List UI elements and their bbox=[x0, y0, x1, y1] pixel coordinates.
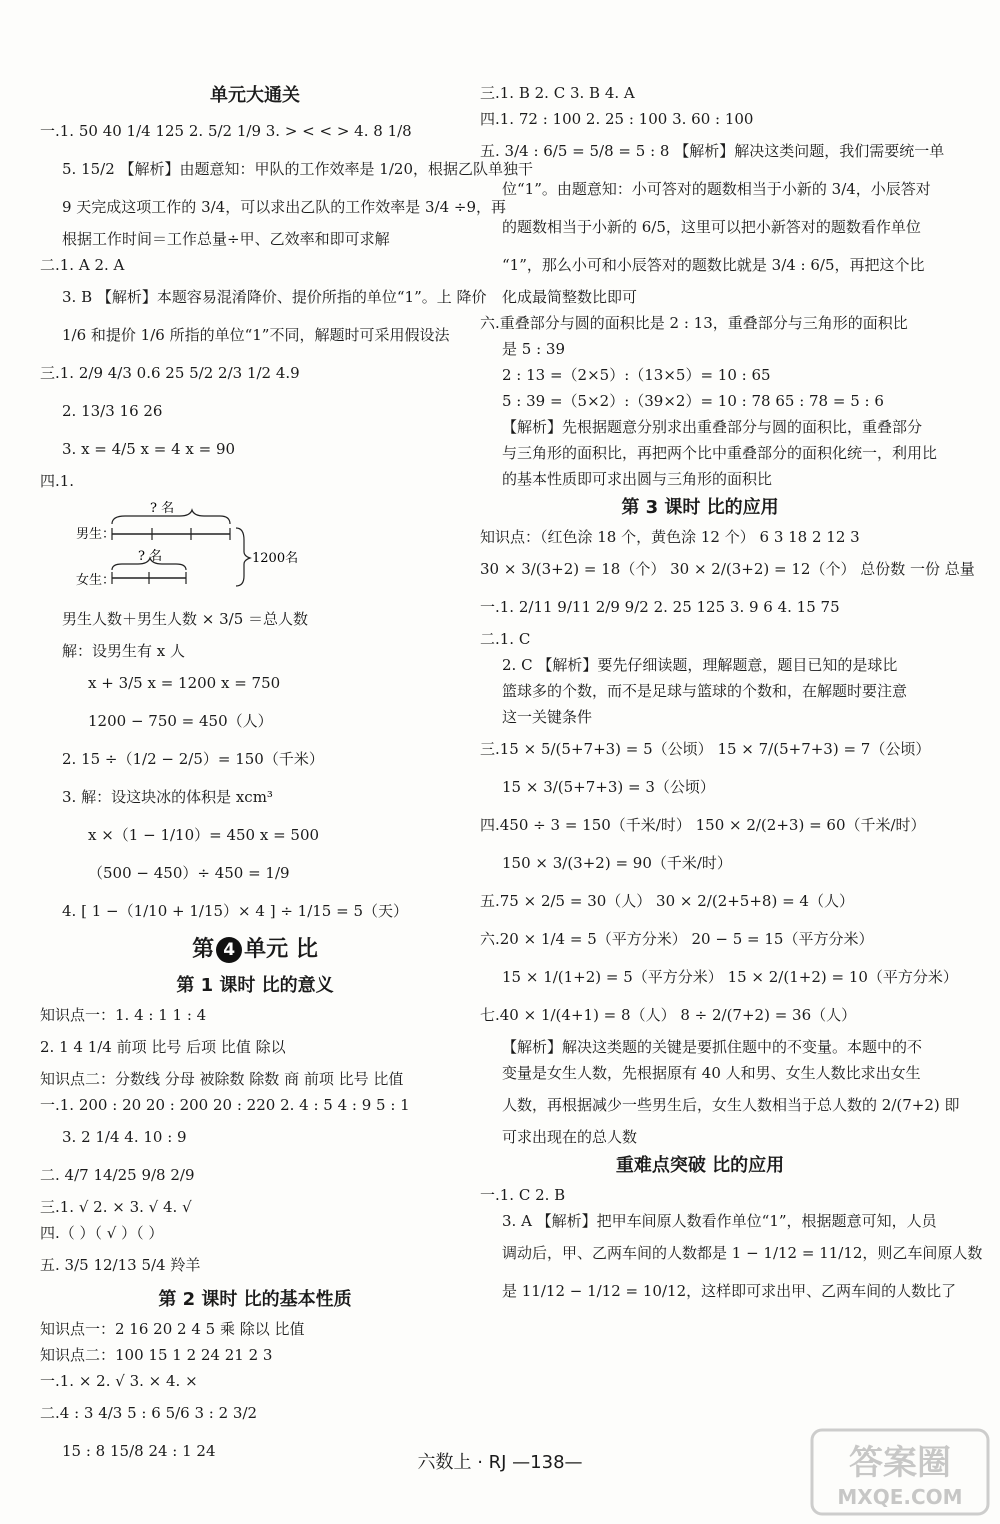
answer-line: 一.1. 2/11 9/11 2/9 9/2 2. 25 125 3. 9 6 4. 15 75 bbox=[480, 598, 840, 616]
answer-line: 四.1. bbox=[40, 472, 75, 490]
watermark-logo bbox=[810, 1428, 990, 1516]
answer-line: 二. 4/7 14/25 9/8 2/9 bbox=[40, 1166, 195, 1184]
answer-line: （500 − 450）÷ 450 = 1/9 bbox=[88, 864, 290, 882]
unit-title-prefix: 第 bbox=[192, 937, 215, 962]
unit-title-suffix: 单元 比 bbox=[244, 937, 318, 962]
right-column bbox=[480, 80, 983, 1310]
answer-line: 15 × 3/(5+7+3) = 3（公顷） bbox=[502, 778, 715, 796]
answer-line: 3. A 【解析】把甲车间原人数看作单位“1”，根据题意可知，人员 bbox=[502, 1212, 937, 1230]
answer-line: 2. C 【解析】要先仔细读题，理解题意，题目已知的是球比 bbox=[502, 656, 898, 674]
answer-line: 五. 3/5 12/13 5/4 羚羊 bbox=[40, 1256, 201, 1274]
answer-line: 3. 2 1/4 4. 10 : 9 bbox=[62, 1128, 187, 1146]
right-block-3 bbox=[480, 1182, 983, 1310]
answer-line: 15 × 1/(1+2) = 5（平方分米） 15 × 2/(1+2) = 10（平方分米） bbox=[502, 968, 958, 986]
section-title-unit-review: 单元大通关 bbox=[210, 85, 300, 106]
answer-line: 知识点二：100 15 1 2 24 21 2 3 bbox=[40, 1346, 273, 1364]
answer-line: 六.20 × 1/4 = 5（平方分米） 20 − 5 = 15（平方分米） bbox=[480, 930, 874, 948]
answer-line: 3. 解：设这块冰的体积是 xcm³ bbox=[62, 788, 273, 806]
unit-title bbox=[40, 930, 470, 970]
answer-line: 解：设男生有 x 人 bbox=[62, 642, 185, 660]
answer-line: 的题数相当于小新的 6/5，这里可以把小新答对的题数看作单位 bbox=[502, 218, 921, 236]
answer-line: 三.15 × 5/(5+7+3) = 5（公顷） 15 × 7/(5+7+3) = 7（公顷） bbox=[480, 740, 931, 758]
right-block-2 bbox=[480, 524, 975, 1150]
page-footer: 六数上 · RJ —138— bbox=[417, 1452, 583, 1473]
answer-line: 二.1. C bbox=[480, 630, 531, 648]
answer-line: 七.40 × 1/(4+1) = 8（人） 8 ÷ 2/(7+2) = 36（人） bbox=[480, 1006, 857, 1024]
answer-line: 根据工作时间＝工作总量÷甲、乙效率和即可求解 bbox=[62, 230, 390, 248]
lesson-2-title: 第 2 课时 比的基本性质 bbox=[158, 1289, 352, 1310]
answer-line: 五.75 × 2/5 = 30（人） 30 × 2/(2+5+8) = 4（人） bbox=[480, 892, 854, 910]
answer-line: “1”，那么小可和小辰答对的题数比就是 3/4 : 6/5，再把这个比 bbox=[502, 256, 925, 274]
segment-diagram-svg bbox=[40, 498, 300, 596]
boys-label: 男生： bbox=[76, 527, 116, 542]
left-block-3 bbox=[40, 1002, 470, 1284]
girls-label: 女生： bbox=[76, 573, 116, 588]
boys-count-label: ? 名 bbox=[150, 501, 175, 516]
left-block-4 bbox=[40, 1316, 470, 1470]
answer-line: 5. 15/2 【解析】由题意知：甲队的工作效率是 1/20，根据乙队单独干 bbox=[62, 160, 533, 178]
answer-line: 1200 − 750 = 450（人） bbox=[88, 712, 273, 730]
answer-line: 2. 1 4 1/4 前项 比号 后项 比值 除以 bbox=[40, 1038, 286, 1056]
answer-line: 【解析】解决这类题的关键是要抓住题中的不变量。本题中的不 bbox=[502, 1038, 923, 1056]
answer-line: 2. 13/3 16 26 bbox=[62, 402, 163, 420]
left-block-1 bbox=[40, 112, 533, 494]
answer-line: 3. B 【解析】本题容易混淆降价、提价所指的单位“1”。上 降价 bbox=[62, 288, 487, 306]
answer-line: 知识点一：2 16 20 2 4 5 乘 除以 比值 bbox=[40, 1320, 305, 1338]
answer-line: 9 天完成这项工作的 3/4，可以求出乙队的工作效率是 3/4 ÷9，再 bbox=[62, 198, 507, 216]
left-block-2 bbox=[40, 600, 470, 930]
answer-line: 知识点一：1. 4 : 1 1 : 4 bbox=[40, 1006, 207, 1024]
total-label: 1200名 bbox=[252, 551, 299, 566]
answer-line: 二.1. A 2. A bbox=[40, 256, 125, 274]
answer-line: 3. x = 4/5 x = 4 x = 90 bbox=[62, 440, 236, 458]
answer-line: 知识点：（红色涂 18 个，黄色涂 12 个） 6 3 18 2 12 3 bbox=[480, 528, 860, 546]
unit-number-badge: 4 bbox=[216, 937, 242, 963]
answer-line: 是 5 : 39 bbox=[502, 340, 565, 358]
answer-line: 人数，再根据减少一些男生后，女生人数相当于总人数的 2/(7+2) 即 bbox=[502, 1096, 960, 1114]
answer-line: 位“1”。由题意知：小可答对的题数相当于小新的 3/4，小辰答对 bbox=[502, 180, 931, 198]
answer-line: 2 : 13 =（2×5）:（13×5）= 10 : 65 bbox=[502, 366, 771, 384]
answer-line: 4. [ 1 −（1/10 + 1/15）× 4 ] ÷ 1/15 = 5（天） bbox=[62, 902, 408, 920]
answer-line: 二.4 : 3 4/3 5 : 6 5/6 3 : 2 3/2 bbox=[40, 1404, 258, 1422]
answer-line: 一.1. × 2. √ 3. × 4. × bbox=[40, 1372, 198, 1390]
answer-line: 5 : 39 =（5×2）:（39×2）= 10 : 78 65 : 78 = 5 : 6 bbox=[502, 392, 884, 410]
answer-line: 五. 3/4 : 6/5 = 5/8 = 5 : 8 【解析】解决这类问题，我们需要统一单 bbox=[480, 142, 945, 160]
watermark-text: 答案圈 bbox=[849, 1443, 951, 1483]
answer-line: 篮球多的个数，而不是足球与篮球的个数和，在解题时要注意 bbox=[502, 682, 908, 700]
answer-line: x ×（1 − 1/10）= 450 x = 500 bbox=[88, 826, 320, 844]
answer-line: 2. 15 ÷（1/2 − 2/5）= 150（千米） bbox=[62, 750, 324, 768]
total-brace bbox=[236, 528, 250, 586]
answer-line: 四.（ ）（ √ ）（ ） bbox=[40, 1224, 164, 1242]
answer-line: 一.1. 50 40 1/4 125 2. 5/2 1/9 3. > < < > 4. 8 1/8 bbox=[40, 122, 412, 140]
answer-line: 三.1. 2/9 4/3 0.6 25 5/2 2/3 1/2 4.9 bbox=[40, 364, 300, 382]
answer-line: 150 × 3/(3+2) = 90（千米/时） bbox=[502, 854, 732, 872]
answer-line: 与三角形的面积比，再把两个比中重叠部分的面积化统一，利用比 bbox=[502, 444, 938, 462]
answer-line: 可求出现在的总人数 bbox=[502, 1128, 638, 1146]
answer-line: 1/6 和提价 1/6 所指的单位“1”不同，解题时可采用假设法 bbox=[62, 326, 450, 344]
key-points-title: 重难点突破 比的应用 bbox=[615, 1155, 785, 1176]
answer-line: 【解析】先根据题意分别求出重叠部分与圆的面积比，重叠部分 bbox=[502, 418, 923, 436]
girls-count-label: ? 名 bbox=[138, 549, 163, 564]
lesson-1-title: 第 1 课时 比的意义 bbox=[176, 975, 334, 996]
line-segment-diagram bbox=[40, 498, 470, 596]
answer-line: 三.1. B 2. C 3. B 4. A bbox=[480, 84, 635, 102]
lesson-3-title: 第 3 课时 比的应用 bbox=[621, 497, 779, 518]
answer-line: 30 × 3/(3+2) = 18（个） 30 × 2/(3+2) = 12（个） 总份数 一份 总量 bbox=[480, 560, 975, 578]
answer-line: 一.1. C 2. B bbox=[480, 1186, 566, 1204]
answer-line: 这一关键条件 bbox=[502, 708, 593, 726]
answer-line: 15 : 8 15/8 24 : 1 24 bbox=[62, 1442, 216, 1460]
answer-line: 调动后，甲、乙两车间的人数都是 1 − 1/12 = 11/12，则乙车间原人数 bbox=[502, 1244, 983, 1262]
right-block-1 bbox=[480, 80, 945, 492]
answer-line: 四.450 ÷ 3 = 150（千米/时） 150 × 2/(2+3) = 60（千米/时） bbox=[480, 816, 926, 834]
answer-line: x + 3/5 x = 1200 x = 750 bbox=[88, 674, 281, 692]
answer-line: 六.重叠部分与圆的面积比是 2 : 13，重叠部分与三角形的面积比 bbox=[480, 314, 908, 332]
answer-line: 变量是女生人数，先根据原有 40 人和男、女生人数比求出女生 bbox=[502, 1064, 921, 1082]
watermark-sub: MXQE.COM bbox=[837, 1485, 963, 1509]
answer-line: 是 11/12 − 1/12 = 10/12，这样即可求出甲、乙两车间的人数比了 bbox=[502, 1282, 957, 1300]
answer-line: 知识点二：分数线 分母 被除数 除数 商 前项 比号 比值 bbox=[40, 1070, 404, 1088]
answer-line: 男生人数＋男生人数 × 3/5 ＝总人数 bbox=[62, 610, 309, 628]
girls-brace bbox=[112, 558, 186, 570]
answer-line: 三.1. √ 2. × 3. √ 4. √ bbox=[40, 1198, 192, 1216]
answer-line: 一.1. 200 : 20 20 : 200 20 : 220 2. 4 : 5 4 : 9 5 : 1 bbox=[40, 1096, 410, 1114]
answer-line: 的基本性质即可求出圆与三角形的面积比 bbox=[502, 470, 773, 488]
answer-line: 四.1. 72 : 100 2. 25 : 100 3. 60 : 100 bbox=[480, 110, 754, 128]
answer-line: 化成最简整数比即可 bbox=[502, 288, 638, 306]
